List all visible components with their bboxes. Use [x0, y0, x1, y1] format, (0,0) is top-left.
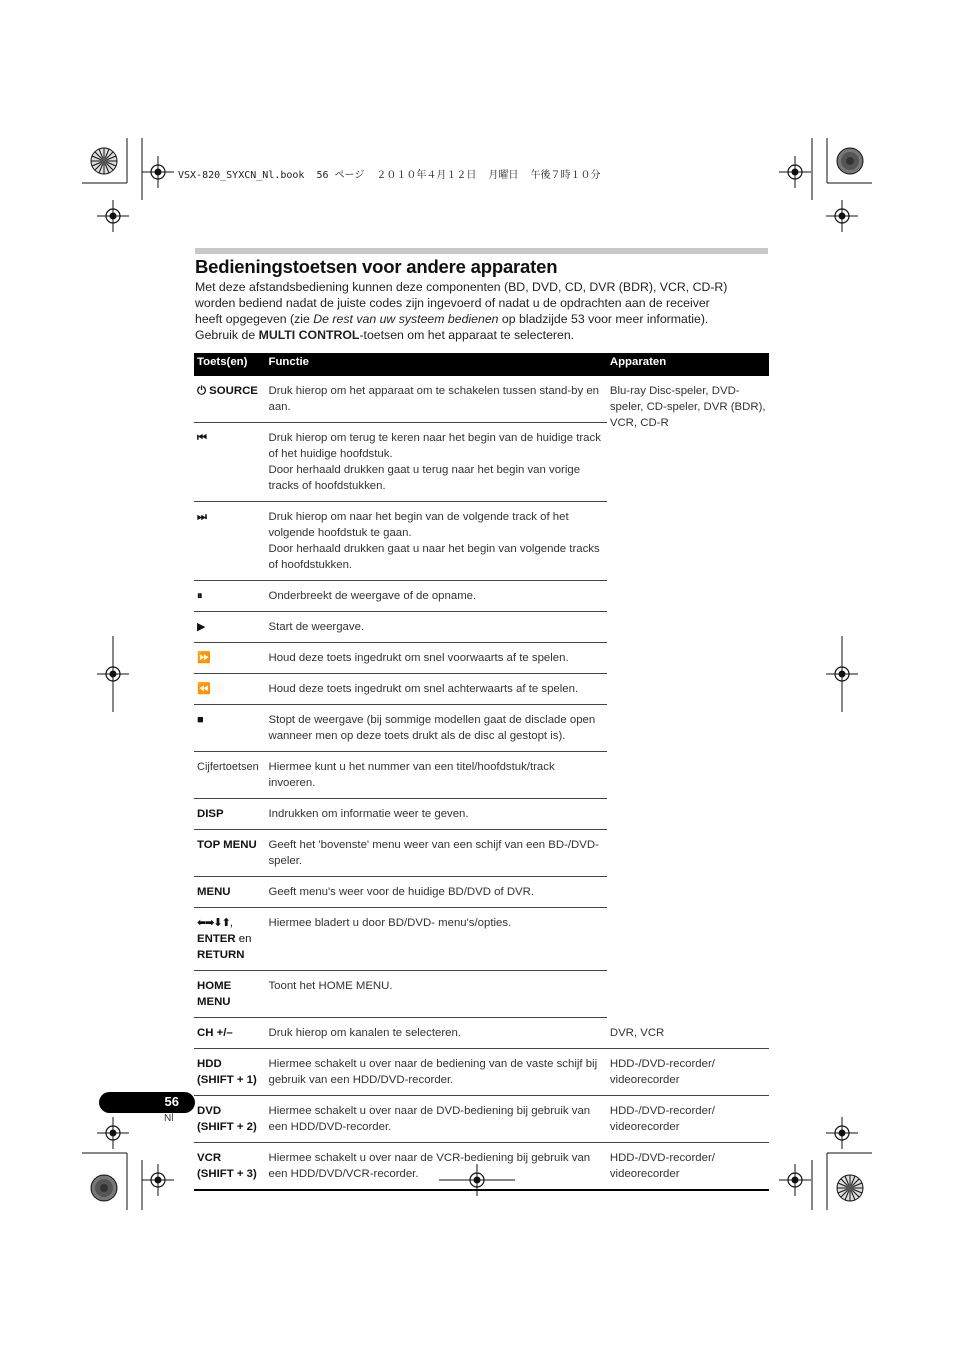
return-key: RETURN	[197, 949, 245, 961]
table-row	[194, 1018, 769, 1049]
intro-line	[195, 327, 769, 343]
key-cell	[194, 643, 265, 674]
language-code: Nl	[164, 1113, 174, 1124]
color-wheel-icon	[837, 1175, 863, 1201]
key-shortcut: (SHIFT + 1)	[197, 1074, 257, 1086]
page-number: 56	[164, 1094, 179, 1109]
key-cell	[194, 581, 265, 612]
function-cell: Hiermee schakelt u over naar de bediening van de vaste schijf bij gebruik van een HDD/DVD-recorder.	[265, 1049, 606, 1096]
devices-cell: HDD-/DVD-recorder/ videorecorder	[607, 1049, 769, 1096]
function-cell: Hiermee schakelt u over naar de VCR-bediening bij gebruik van een HDD/DVD/VCR-recorder.	[265, 1143, 606, 1191]
key-cell	[194, 1096, 265, 1143]
intro-line: Met deze afstandsbediening kunnen deze componenten (BD, DVD, CD, DVR (BDR), VCR, CD-R)	[195, 280, 728, 294]
key-cell	[194, 1143, 265, 1191]
arrow-keys-icon: ⬅➡⬇⬆	[197, 917, 230, 929]
function-cell	[265, 423, 606, 502]
color-wheel-icon	[837, 148, 863, 174]
function-text: Druk hierop om naar het begin van de volgende track of het volgende hoofdstuk te gaan.	[268, 511, 569, 539]
multi-control-label: MULTI CONTROL	[258, 328, 360, 342]
function-cell: Druk hierop om het apparaat om te schakelen tussen stand-by en aan.	[265, 376, 606, 423]
devices-cell: HDD-/DVD-recorder/ videorecorder	[607, 1143, 769, 1191]
color-wheel-icon	[91, 1175, 117, 1201]
enter-key: ENTER	[197, 933, 236, 945]
key-cell	[194, 908, 265, 971]
intro-text: op bladzijde 53 voor meer informatie).	[498, 312, 709, 326]
key-shortcut: (SHIFT + 2)	[197, 1121, 257, 1133]
intro-line: worden bediend nadat de juiste codes zijn ingevoerd of nadat u de opdrachten aan de receiver	[195, 296, 710, 310]
section-title: Bedieningstoetsen voor andere apparaten	[195, 256, 558, 277]
print-file-info: VSX-820_SYXCN_Nl.book 56 ページ ２０１０年４月１２日 月曜日 午後７時１０分	[178, 170, 601, 181]
table-row	[194, 1049, 769, 1096]
remote-keys-table	[194, 353, 769, 1191]
key-cell: HOME MENU	[194, 971, 265, 1018]
key-cell	[194, 423, 265, 502]
fast-forward-icon: ⏩	[197, 652, 210, 664]
intro-line	[195, 311, 769, 327]
key-shortcut: (SHIFT + 3)	[197, 1168, 257, 1180]
header-keys: Toets(en)	[194, 353, 265, 376]
function-text: Door herhaald drukken gaat u naar het begin van volgende tracks of hoofdstukken.	[268, 543, 600, 571]
function-cell: Stopt de weergave (bij sommige modellen gaat de disclade open wanneer men op deze toets drukt als de disc al gestopt is).	[265, 705, 606, 752]
table-header-row	[194, 353, 769, 376]
color-wheel-icon	[91, 148, 117, 174]
key-cell	[194, 612, 265, 643]
page-number-tab	[99, 1092, 195, 1113]
function-cell	[265, 502, 606, 581]
skip-back-icon: ⏮	[197, 432, 206, 444]
pause-icon: ⏸	[197, 590, 202, 602]
function-text: Druk hierop om terug te keren naar het begin van de huidige track of het huidige hoofdstuk.	[268, 432, 601, 460]
intro-text: heeft opgegeven (zie	[195, 312, 314, 326]
intro-text: Gebruik de	[195, 328, 259, 342]
skip-forward-icon: ⏭	[197, 511, 206, 523]
table-row	[194, 1143, 769, 1191]
function-cell: Hiermee schakelt u over naar de DVD-bediening bij gebruik van een HDD/DVD-recorder.	[265, 1096, 606, 1143]
function-cell: Houd deze toets ingedrukt om snel achterwaarts af te spelen.	[265, 674, 606, 705]
key-cell	[194, 705, 265, 752]
intro-paragraph	[195, 279, 769, 343]
key-cell: CH +/–	[194, 1018, 265, 1049]
key-cell: MENU	[194, 877, 265, 908]
rewind-icon: ⏪	[197, 683, 210, 695]
page-reference: De rest van uw systeem bedienen	[313, 312, 499, 326]
section-bar	[195, 248, 768, 254]
key-cell: ⏻ SOURCE	[194, 376, 265, 423]
play-icon: ▶	[197, 621, 205, 633]
key-name: VCR	[197, 1152, 222, 1164]
key-cell: DISP	[194, 799, 265, 830]
function-cell: Hiermee kunt u het nummer van een titel/hoofdstuk/track invoeren.	[265, 752, 606, 799]
key-name: DVD	[197, 1105, 222, 1117]
function-cell: Houd deze toets ingedrukt om snel voorwaarts af te spelen.	[265, 643, 606, 674]
stop-icon: ■	[197, 714, 203, 726]
key-cell: TOP MENU	[194, 830, 265, 877]
key-name: HDD	[197, 1058, 222, 1070]
devices-cell: Blu-ray Disc-speler, DVD-speler, CD-speler, DVR (BDR), VCR, CD-R	[609, 385, 766, 429]
function-cell: Toont het HOME MENU.	[265, 971, 606, 1018]
function-cell: Geeft menu's weer voor de huidige BD/DVD of DVR.	[265, 877, 606, 908]
key-cell	[194, 1049, 265, 1096]
intro-text: -toetsen om het apparaat te selecteren.	[359, 328, 575, 342]
key-cell: Cijfertoetsen	[194, 752, 265, 799]
header-function: Functie	[265, 353, 606, 376]
key-conjunction: en	[235, 933, 252, 945]
function-cell: Hiermee bladert u door BD/DVD- menu's/opties.	[265, 908, 606, 971]
table-row	[194, 376, 769, 423]
function-text: Door herhaald drukken gaat u terug naar het begin van vorige tracks of hoofdstukken.	[268, 464, 581, 492]
table-row	[194, 1096, 769, 1143]
function-cell: Indrukken om informatie weer te geven.	[265, 799, 606, 830]
key-cell	[194, 674, 265, 705]
devices-cell: HDD-/DVD-recorder/ videorecorder	[607, 1096, 769, 1143]
devices-cell: DVR, VCR	[607, 1018, 769, 1049]
header-devices: Apparaten	[607, 353, 769, 376]
key-cell	[194, 502, 265, 581]
function-cell: Onderbreekt de weergave of de opname.	[265, 581, 606, 612]
function-cell: Start de weergave.	[265, 612, 606, 643]
key-separator: ,	[229, 917, 234, 929]
function-cell: Geeft het 'bovenste' menu weer van een schijf van een BD-/DVD-speler.	[265, 830, 606, 877]
function-cell: Druk hierop om kanalen te selecteren.	[265, 1018, 606, 1049]
